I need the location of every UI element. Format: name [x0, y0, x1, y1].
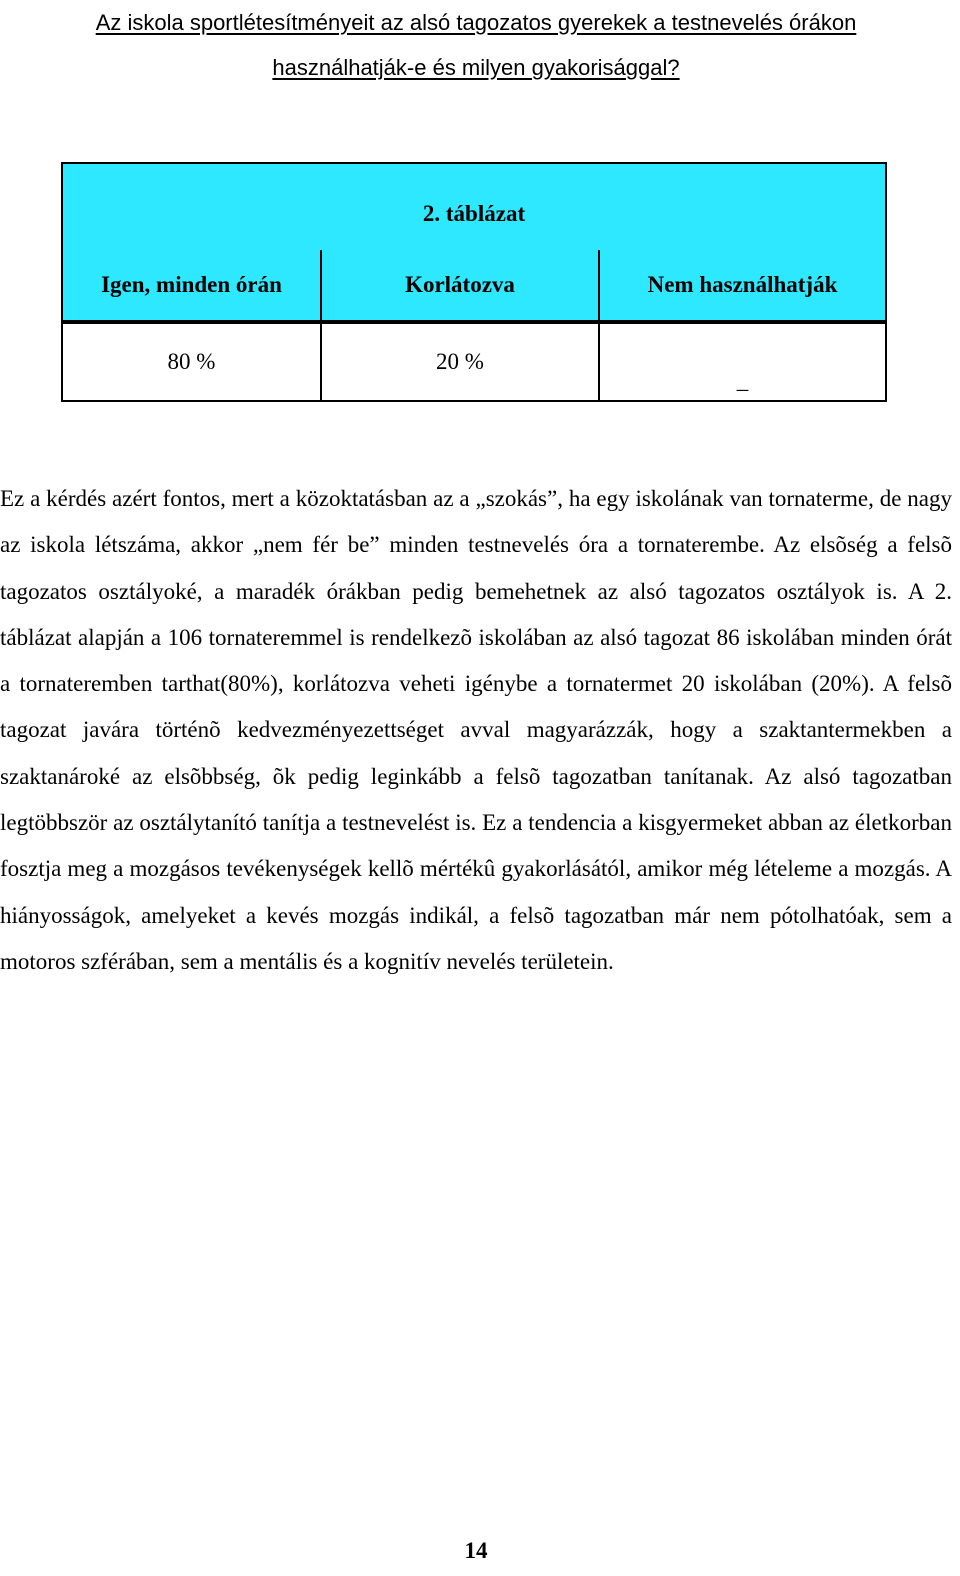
table-caption: 2. táblázat [61, 162, 887, 250]
table-caption-row [61, 162, 887, 250]
value-yes: 80 % [61, 322, 320, 402]
heading-line-2: használhatják-e és milyen gyakorisággal? [272, 55, 680, 80]
table-value-row [61, 322, 887, 402]
results-table [61, 162, 887, 402]
column-header-not-allowed: Nem használhatják [598, 250, 887, 322]
question-heading [0, 0, 952, 90]
column-header-yes: Igen, minden órán [61, 250, 320, 322]
heading-line-1: Az iskola sportlétesítményeit az alsó tagozatos gyerekek a testnevelés órákon [95, 10, 857, 35]
results-table-container [61, 162, 887, 402]
page-number: 14 [464, 1538, 488, 1563]
column-header-limited: Korlátozva [320, 250, 598, 322]
table-header-row [61, 250, 887, 322]
value-limited: 20 % [320, 322, 598, 402]
value-not-allowed: _ [598, 322, 887, 402]
body-paragraph: Ez a kérdés azért fontos, mert a közoktatásban az a „szokás”, ha egy iskolának van tornaterme, de nagy az iskola létszáma, akkor „nem fér be” minden testnevelés óra a tornaterembe. Az elsõség a felsõ tagozatos osztályoké, a maradék órákban pedig bemehetnek az alsó tagozatos osztályok is. A 2. táblázat alapján a 106 tornateremmel is rendelkezõ iskolában az alsó tagozat 86 iskolában minden órát a tornateremben tarthat(80%), korlátozva veheti igénybe a tornatermet 20 iskolában (20%). A felsõ tagozat javára történõ kedvezményezettséget avval magyarázzák, hogy a szaktantermekben a szaktanároké az elsõbbség, õk pedig leginkább a felsõ tagozatban tanítanak. Az alsó tagozatban legtöbbször az osztálytanító tanítja a testnevelést is. Ez a tendencia a kisgyermeket abban az életkorban fosztja meg a mozgásos tevékenységek kellõ mértékû gyakorlásától, amikor még lételeme a mozgás. A hiányosságok, amelyeket a kevés mozgás indikál, a felsõ tagozatban már nem pótolhatóak, sem a motoros szférában, sem a mentális és a kognitív nevelés területein. [0, 486, 952, 974]
